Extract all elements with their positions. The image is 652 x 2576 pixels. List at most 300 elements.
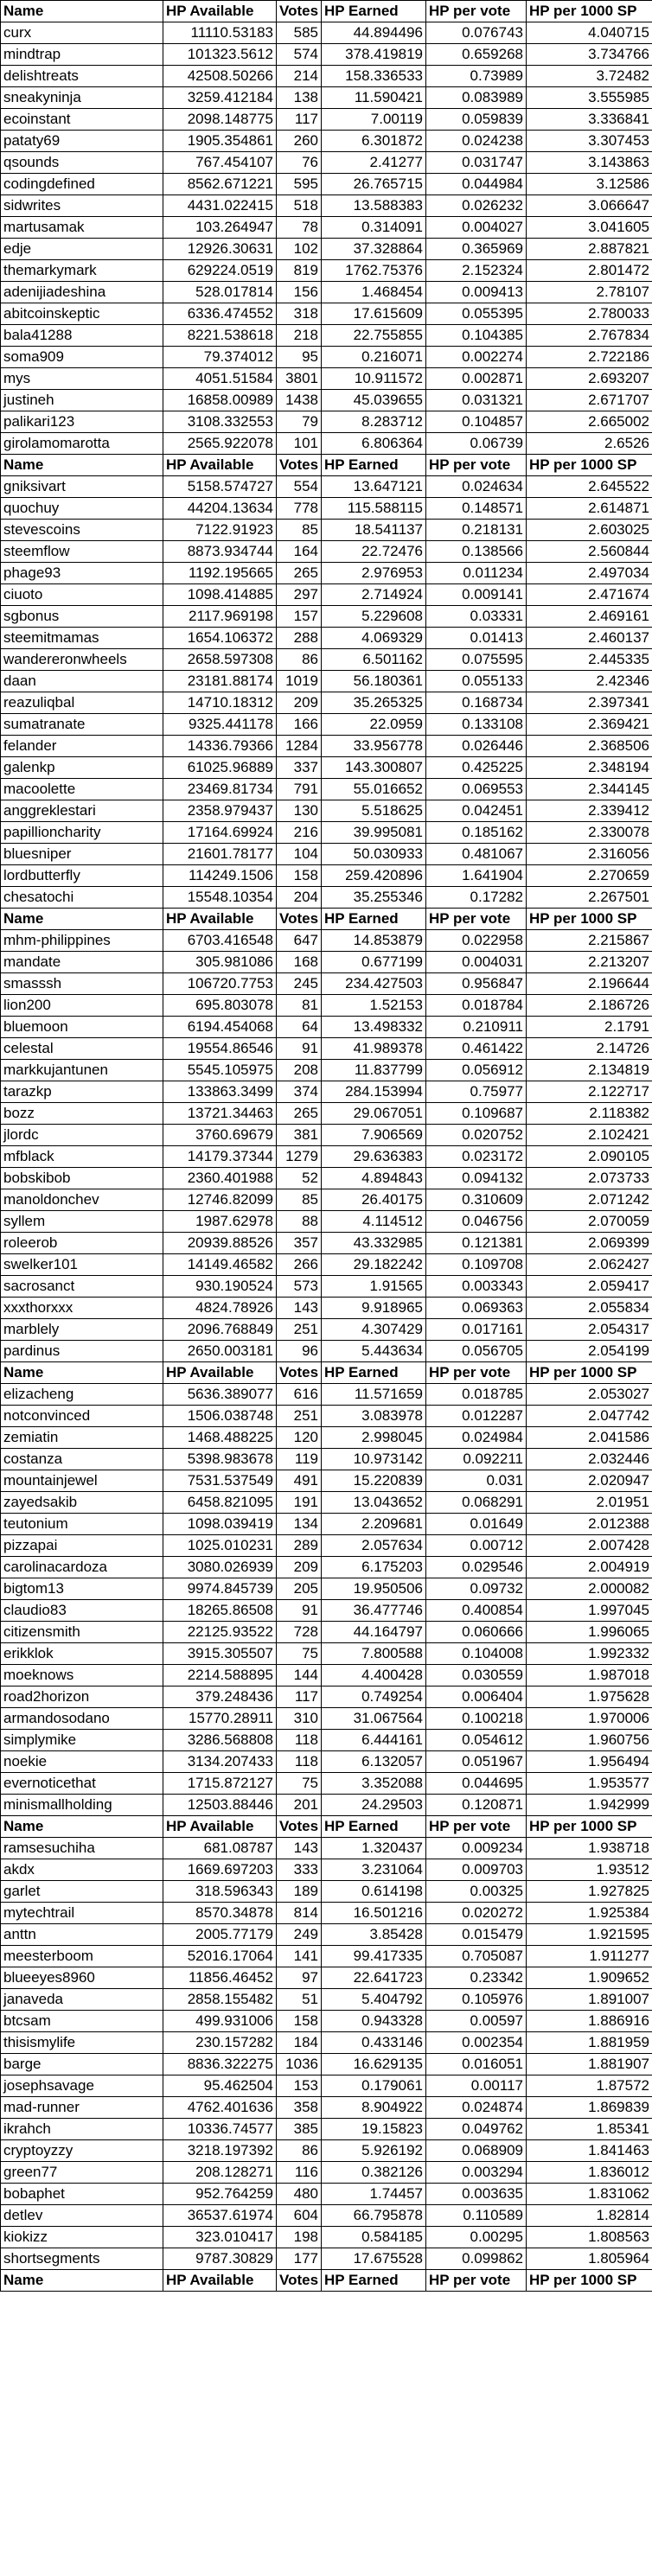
hp-per-vote-cell: 0.069553: [426, 779, 527, 800]
name-cell: blueeyes8960: [1, 1967, 163, 1989]
hp-per-1000-sp-cell: 2.053027: [527, 1384, 652, 1406]
votes-cell: 91: [277, 1600, 322, 1622]
hp-per-vote-cell: 0.659268: [426, 44, 527, 66]
votes-cell: 76: [277, 152, 322, 174]
hp-per-vote-cell: 0.75977: [426, 1081, 527, 1103]
name-cell: barge: [1, 2054, 163, 2075]
hp-per-vote-cell: 0.044984: [426, 174, 527, 195]
hp-available-cell: 767.454107: [163, 152, 277, 174]
name-cell: themarkymark: [1, 260, 163, 282]
hp-per-vote-cell: 0.104008: [426, 1643, 527, 1665]
votes-cell: 778: [277, 498, 322, 520]
hp-available-cell: 7122.91923: [163, 520, 277, 541]
name-cell: celestal: [1, 1038, 163, 1060]
name-cell: pataty69: [1, 131, 163, 152]
hp-per-1000-sp-cell: 2.270659: [527, 865, 652, 887]
name-cell: noekie: [1, 1751, 163, 1773]
hp-earned-cell: 0.216071: [322, 347, 426, 368]
hp-available-cell: 2098.148775: [163, 109, 277, 131]
hp-available-cell: 1905.354861: [163, 131, 277, 152]
votes-cell: 138: [277, 87, 322, 109]
table-row: [1, 1535, 652, 1557]
name-cell: jlordc: [1, 1125, 163, 1146]
name-cell: sidwrites: [1, 195, 163, 217]
table-row: [1, 1276, 652, 1298]
hp-available-cell: 318.596343: [163, 1881, 277, 1903]
hp-per-vote-cell: 0.012287: [426, 1406, 527, 1427]
hp-per-vote-cell: 0.023172: [426, 1146, 527, 1168]
hp-earned-cell: 22.0959: [322, 714, 426, 736]
table-row: [1, 930, 652, 952]
votes-cell: 64: [277, 1017, 322, 1038]
table-row: [1, 995, 652, 1017]
name-cell: bozz: [1, 1103, 163, 1125]
table-row: [1, 498, 652, 520]
name-cell: evernoticethat: [1, 1773, 163, 1795]
votes-cell: 265: [277, 563, 322, 584]
hp-per-1000-sp-cell: 1.975628: [527, 1687, 652, 1708]
votes-cell: 79: [277, 411, 322, 433]
header-name: Name: [1, 1362, 163, 1384]
hp-available-cell: 14179.37344: [163, 1146, 277, 1168]
hp-per-1000-sp-cell: 3.307453: [527, 131, 652, 152]
hp-available-cell: 1506.038748: [163, 1406, 277, 1427]
votes-cell: 201: [277, 1795, 322, 1816]
hp-earned-cell: 44.894496: [322, 22, 426, 44]
hp-per-1000-sp-cell: 4.040715: [527, 22, 652, 44]
name-cell: soma909: [1, 347, 163, 368]
hp-available-cell: 9974.845739: [163, 1578, 277, 1600]
header-hp-per-vote: HP per vote: [426, 455, 527, 476]
header-row: [1, 1362, 652, 1384]
header-votes: Votes: [277, 909, 322, 930]
header-hp-per-vote: HP per vote: [426, 1816, 527, 1838]
hp-earned-cell: 22.755855: [322, 325, 426, 347]
name-cell: abitcoinskeptic: [1, 303, 163, 325]
hp-available-cell: 14336.79366: [163, 736, 277, 757]
name-cell: shortsegments: [1, 2248, 163, 2270]
hp-available-cell: 6194.454068: [163, 1017, 277, 1038]
table-row: [1, 1946, 652, 1967]
hp-available-cell: 8562.671221: [163, 174, 277, 195]
hp-per-vote-cell: 0.00712: [426, 1535, 527, 1557]
name-cell: minismallholding: [1, 1795, 163, 1816]
table-row: [1, 973, 652, 995]
hp-available-cell: 8221.538618: [163, 325, 277, 347]
hp-earned-cell: 19.950506: [322, 1578, 426, 1600]
table-row: [1, 109, 652, 131]
name-cell: mys: [1, 368, 163, 390]
hp-per-1000-sp-cell: 2.460137: [527, 628, 652, 649]
votes-cell: 144: [277, 1665, 322, 1687]
name-cell: erikklok: [1, 1643, 163, 1665]
table-row: [1, 152, 652, 174]
header-hp-per-1000-sp: HP per 1000 SP: [527, 455, 652, 476]
header-hp-per-vote: HP per vote: [426, 1, 527, 22]
name-cell: carolinacardoza: [1, 1557, 163, 1578]
hp-available-cell: 1468.488225: [163, 1427, 277, 1449]
header-hp-per-vote: HP per vote: [426, 2270, 527, 2292]
hp-per-1000-sp-cell: 1.997045: [527, 1600, 652, 1622]
votes-cell: 118: [277, 1751, 322, 1773]
hp-earned-cell: 5.404792: [322, 1989, 426, 2011]
hp-earned-cell: 6.132057: [322, 1751, 426, 1773]
hp-per-1000-sp-cell: 1.996065: [527, 1622, 652, 1643]
votes-cell: 116: [277, 2162, 322, 2184]
hp-per-vote-cell: 0.018784: [426, 995, 527, 1017]
table-row: [1, 1643, 652, 1665]
votes-cell: 214: [277, 66, 322, 87]
hp-earned-cell: 158.336533: [322, 66, 426, 87]
votes-cell: 96: [277, 1341, 322, 1362]
table-row: [1, 952, 652, 973]
name-cell: papillioncharity: [1, 822, 163, 844]
table-row: [1, 1081, 652, 1103]
votes-cell: 208: [277, 1060, 322, 1081]
hp-per-1000-sp-cell: 1.805964: [527, 2248, 652, 2270]
hp-per-vote-cell: 0.068909: [426, 2140, 527, 2162]
hp-available-cell: 5398.983678: [163, 1449, 277, 1470]
name-cell: mountainjewel: [1, 1470, 163, 1492]
name-cell: lion200: [1, 995, 163, 1017]
table-row: [1, 217, 652, 239]
table-row: [1, 1578, 652, 1600]
hp-earned-cell: 0.179061: [322, 2075, 426, 2097]
hp-earned-cell: 39.995081: [322, 822, 426, 844]
hp-available-cell: 52016.17064: [163, 1946, 277, 1967]
votes-cell: 604: [277, 2205, 322, 2227]
hp-earned-cell: 234.427503: [322, 973, 426, 995]
table-row: [1, 1795, 652, 1816]
hp-per-vote-cell: 0.094132: [426, 1168, 527, 1189]
header-row: [1, 1816, 652, 1838]
table-row: [1, 2011, 652, 2032]
hp-earned-cell: 5.518625: [322, 800, 426, 822]
hp-per-1000-sp-cell: 1.82814: [527, 2205, 652, 2227]
hp-available-cell: 3915.305507: [163, 1643, 277, 1665]
hp-per-1000-sp-cell: 2.316056: [527, 844, 652, 865]
table-row: [1, 390, 652, 411]
hp-available-cell: 3108.332553: [163, 411, 277, 433]
votes-cell: 573: [277, 1276, 322, 1298]
votes-cell: 143: [277, 1838, 322, 1859]
votes-cell: 184: [277, 2032, 322, 2054]
header-hp-available: HP Available: [163, 1362, 277, 1384]
hp-per-vote-cell: 0.109708: [426, 1254, 527, 1276]
name-cell: anggreklestari: [1, 800, 163, 822]
votes-cell: 156: [277, 282, 322, 303]
votes-cell: 130: [277, 800, 322, 822]
name-cell: felander: [1, 736, 163, 757]
votes-cell: 86: [277, 649, 322, 671]
table-row: [1, 2097, 652, 2119]
hp-per-1000-sp-cell: 2.004919: [527, 1557, 652, 1578]
hp-per-vote-cell: 0.06739: [426, 433, 527, 455]
table-row: [1, 1859, 652, 1881]
table-row: [1, 800, 652, 822]
hp-available-cell: 23469.81734: [163, 779, 277, 800]
name-cell: syllem: [1, 1211, 163, 1233]
hp-per-vote-cell: 0.461422: [426, 1038, 527, 1060]
table-row: [1, 22, 652, 44]
table-row: [1, 1060, 652, 1081]
votes-cell: 480: [277, 2184, 322, 2205]
table-row: [1, 1470, 652, 1492]
table-row: [1, 1708, 652, 1730]
hp-available-cell: 629224.0519: [163, 260, 277, 282]
name-cell: josephsavage: [1, 2075, 163, 2097]
name-cell: citizensmith: [1, 1622, 163, 1643]
name-cell: meesterboom: [1, 1946, 163, 1967]
name-cell: markkujantunen: [1, 1060, 163, 1081]
hp-available-cell: 499.931006: [163, 2011, 277, 2032]
votes-cell: 310: [277, 1708, 322, 1730]
hp-available-cell: 2005.77179: [163, 1924, 277, 1946]
name-cell: edje: [1, 239, 163, 260]
hp-earned-cell: 33.956778: [322, 736, 426, 757]
name-cell: garlet: [1, 1881, 163, 1903]
votes-cell: 518: [277, 195, 322, 217]
name-cell: thisismylife: [1, 2032, 163, 2054]
hp-available-cell: 20939.88526: [163, 1233, 277, 1254]
hp-per-vote-cell: 0.310609: [426, 1189, 527, 1211]
hp-per-vote-cell: 0.026446: [426, 736, 527, 757]
name-cell: mindtrap: [1, 44, 163, 66]
header-hp-available: HP Available: [163, 1816, 277, 1838]
hp-per-1000-sp-cell: 1.881959: [527, 2032, 652, 2054]
hp-earned-cell: 1.91565: [322, 1276, 426, 1298]
header-hp-earned: HP Earned: [322, 1816, 426, 1838]
hp-per-vote-cell: 0.029546: [426, 1557, 527, 1578]
hp-earned-cell: 13.647121: [322, 476, 426, 498]
hp-per-vote-cell: 0.00295: [426, 2227, 527, 2248]
hp-available-cell: 6336.474552: [163, 303, 277, 325]
hp-earned-cell: 16.629135: [322, 2054, 426, 2075]
table-row: [1, 131, 652, 152]
hp-available-cell: 14149.46582: [163, 1254, 277, 1276]
hp-available-cell: 3218.197392: [163, 2140, 277, 2162]
header-row: [1, 455, 652, 476]
table-row: [1, 2119, 652, 2140]
hp-earned-cell: 378.419819: [322, 44, 426, 66]
hp-earned-cell: 15.220839: [322, 1470, 426, 1492]
header-name: Name: [1, 455, 163, 476]
name-cell: zayedsakib: [1, 1492, 163, 1514]
name-cell: marblely: [1, 1319, 163, 1341]
name-cell: bobskibob: [1, 1168, 163, 1189]
hp-per-vote-cell: 0.003343: [426, 1276, 527, 1298]
hp-per-1000-sp-cell: 2.471674: [527, 584, 652, 606]
hp-per-vote-cell: 0.148571: [426, 498, 527, 520]
hp-per-vote-cell: 0.009413: [426, 282, 527, 303]
table-row: [1, 1125, 652, 1146]
name-cell: anttn: [1, 1924, 163, 1946]
hp-available-cell: 19554.86546: [163, 1038, 277, 1060]
hp-per-1000-sp-cell: 2.339412: [527, 800, 652, 822]
table-row: [1, 1665, 652, 1687]
name-cell: claudio83: [1, 1600, 163, 1622]
hp-per-vote-cell: 0.049762: [426, 2119, 527, 2140]
hp-available-cell: 9325.441178: [163, 714, 277, 736]
table-row: [1, 1406, 652, 1427]
header-votes: Votes: [277, 1, 322, 22]
hp-per-vote-cell: 0.185162: [426, 822, 527, 844]
hp-per-1000-sp-cell: 2.054317: [527, 1319, 652, 1341]
hp-per-vote-cell: 0.015479: [426, 1924, 527, 1946]
votes-cell: 647: [277, 930, 322, 952]
hp-available-cell: 44204.13634: [163, 498, 277, 520]
table-row: [1, 1600, 652, 1622]
hp-per-1000-sp-cell: 2.665002: [527, 411, 652, 433]
votes-cell: 385: [277, 2119, 322, 2140]
table-row: [1, 1103, 652, 1125]
hp-per-1000-sp-cell: 2.213207: [527, 952, 652, 973]
hp-earned-cell: 26.765715: [322, 174, 426, 195]
hp-per-vote-cell: 0.031747: [426, 152, 527, 174]
hp-available-cell: 3760.69679: [163, 1125, 277, 1146]
name-cell: steemitmamas: [1, 628, 163, 649]
votes-cell: 249: [277, 1924, 322, 1946]
hp-earned-cell: 2.209681: [322, 1514, 426, 1535]
hp-earned-cell: 284.153994: [322, 1081, 426, 1103]
hp-available-cell: 10336.74577: [163, 2119, 277, 2140]
table-row: [1, 2205, 652, 2227]
hp-per-1000-sp-cell: 2.054199: [527, 1341, 652, 1362]
hp-per-vote-cell: 0.083989: [426, 87, 527, 109]
name-cell: qsounds: [1, 152, 163, 174]
name-cell: chesatochi: [1, 887, 163, 909]
table-row: [1, 736, 652, 757]
table-row: [1, 520, 652, 541]
hp-per-1000-sp-cell: 2.041586: [527, 1427, 652, 1449]
table-row: [1, 1189, 652, 1211]
table-row: [1, 865, 652, 887]
header-hp-per-1000-sp: HP per 1000 SP: [527, 1, 652, 22]
table-row: [1, 779, 652, 800]
hp-per-vote-cell: 0.004031: [426, 952, 527, 973]
hp-per-1000-sp-cell: 2.134819: [527, 1060, 652, 1081]
votes-cell: 205: [277, 1578, 322, 1600]
hp-earned-cell: 56.180361: [322, 671, 426, 692]
hp-earned-cell: 4.307429: [322, 1319, 426, 1341]
votes-cell: 153: [277, 2075, 322, 2097]
hp-available-cell: 2358.979437: [163, 800, 277, 822]
hp-earned-cell: 6.301872: [322, 131, 426, 152]
hp-per-1000-sp-cell: 2.059417: [527, 1276, 652, 1298]
votes-cell: 158: [277, 865, 322, 887]
hp-per-1000-sp-cell: 3.12586: [527, 174, 652, 195]
hp-available-cell: 305.981086: [163, 952, 277, 973]
hp-per-1000-sp-cell: 2.102421: [527, 1125, 652, 1146]
hp-earned-cell: 1.52153: [322, 995, 426, 1017]
name-cell: pardinus: [1, 1341, 163, 1362]
hp-per-vote-cell: 1.641904: [426, 865, 527, 887]
table-row: [1, 1449, 652, 1470]
hp-per-vote-cell: 0.024634: [426, 476, 527, 498]
table-row: [1, 584, 652, 606]
votes-cell: 164: [277, 541, 322, 563]
name-cell: sumatranate: [1, 714, 163, 736]
votes-cell: 814: [277, 1903, 322, 1924]
hp-per-vote-cell: 0.481067: [426, 844, 527, 865]
table-row: [1, 671, 652, 692]
hp-earned-cell: 35.265325: [322, 692, 426, 714]
hp-per-1000-sp-cell: 1.93512: [527, 1859, 652, 1881]
hp-per-1000-sp-cell: 2.369421: [527, 714, 652, 736]
hp-earned-cell: 0.314091: [322, 217, 426, 239]
hp-available-cell: 114249.1506: [163, 865, 277, 887]
hp-per-vote-cell: 0.017161: [426, 1319, 527, 1341]
hp-available-cell: 2658.597308: [163, 649, 277, 671]
header-hp-earned: HP Earned: [322, 1, 426, 22]
hp-per-1000-sp-cell: 3.143863: [527, 152, 652, 174]
hp-per-vote-cell: 0.09732: [426, 1578, 527, 1600]
hp-earned-cell: 4.894843: [322, 1168, 426, 1189]
hp-per-vote-cell: 0.00325: [426, 1881, 527, 1903]
hp-per-1000-sp-cell: 1.891007: [527, 1989, 652, 2011]
hp-earned-cell: 8.904922: [322, 2097, 426, 2119]
hp-available-cell: 5636.389077: [163, 1384, 277, 1406]
hp-per-1000-sp-cell: 2.801472: [527, 260, 652, 282]
hp-per-1000-sp-cell: 2.645522: [527, 476, 652, 498]
name-cell: costanza: [1, 1449, 163, 1470]
votes-cell: 101: [277, 433, 322, 455]
hp-earned-cell: 8.283712: [322, 411, 426, 433]
votes-cell: 198: [277, 2227, 322, 2248]
hp-available-cell: 1192.195665: [163, 563, 277, 584]
hp-per-vote-cell: 0.104857: [426, 411, 527, 433]
header-hp-per-1000-sp: HP per 1000 SP: [527, 909, 652, 930]
hp-per-1000-sp-cell: 1.911277: [527, 1946, 652, 1967]
votes-cell: 189: [277, 1881, 322, 1903]
votes-cell: 120: [277, 1427, 322, 1449]
hp-per-1000-sp-cell: 1.942999: [527, 1795, 652, 1816]
table-row: [1, 1989, 652, 2011]
hp-per-vote-cell: 0.002354: [426, 2032, 527, 2054]
name-cell: mfblack: [1, 1146, 163, 1168]
hp-per-vote-cell: 0.105976: [426, 1989, 527, 2011]
votes-cell: 266: [277, 1254, 322, 1276]
hp-earned-cell: 259.420896: [322, 865, 426, 887]
hp-earned-cell: 6.806364: [322, 433, 426, 455]
hp-available-cell: 8836.322275: [163, 2054, 277, 2075]
hp-per-vote-cell: 0.051967: [426, 1751, 527, 1773]
table-row: [1, 347, 652, 368]
table-row: [1, 1903, 652, 1924]
hp-per-1000-sp-cell: 2.071242: [527, 1189, 652, 1211]
hp-per-vote-cell: 0.73989: [426, 66, 527, 87]
hp-per-vote-cell: 0.110589: [426, 2205, 527, 2227]
hp-per-1000-sp-cell: 2.722186: [527, 347, 652, 368]
table-row: [1, 2227, 652, 2248]
hp-earned-cell: 66.795878: [322, 2205, 426, 2227]
hp-available-cell: 2650.003181: [163, 1341, 277, 1362]
hp-per-vote-cell: 0.002871: [426, 368, 527, 390]
table-row: [1, 174, 652, 195]
hp-per-vote-cell: 0.03331: [426, 606, 527, 628]
hp-per-1000-sp-cell: 2.000082: [527, 1578, 652, 1600]
name-cell: phage93: [1, 563, 163, 584]
hp-available-cell: 6703.416548: [163, 930, 277, 952]
votes-cell: 209: [277, 1557, 322, 1578]
hp-per-vote-cell: 0.009141: [426, 584, 527, 606]
name-cell: bigtom13: [1, 1578, 163, 1600]
hp-per-1000-sp-cell: 2.090105: [527, 1146, 652, 1168]
hp-available-cell: 12746.82099: [163, 1189, 277, 1211]
hp-per-vote-cell: 0.400854: [426, 1600, 527, 1622]
hp-earned-cell: 29.636383: [322, 1146, 426, 1168]
hp-per-1000-sp-cell: 2.215867: [527, 930, 652, 952]
